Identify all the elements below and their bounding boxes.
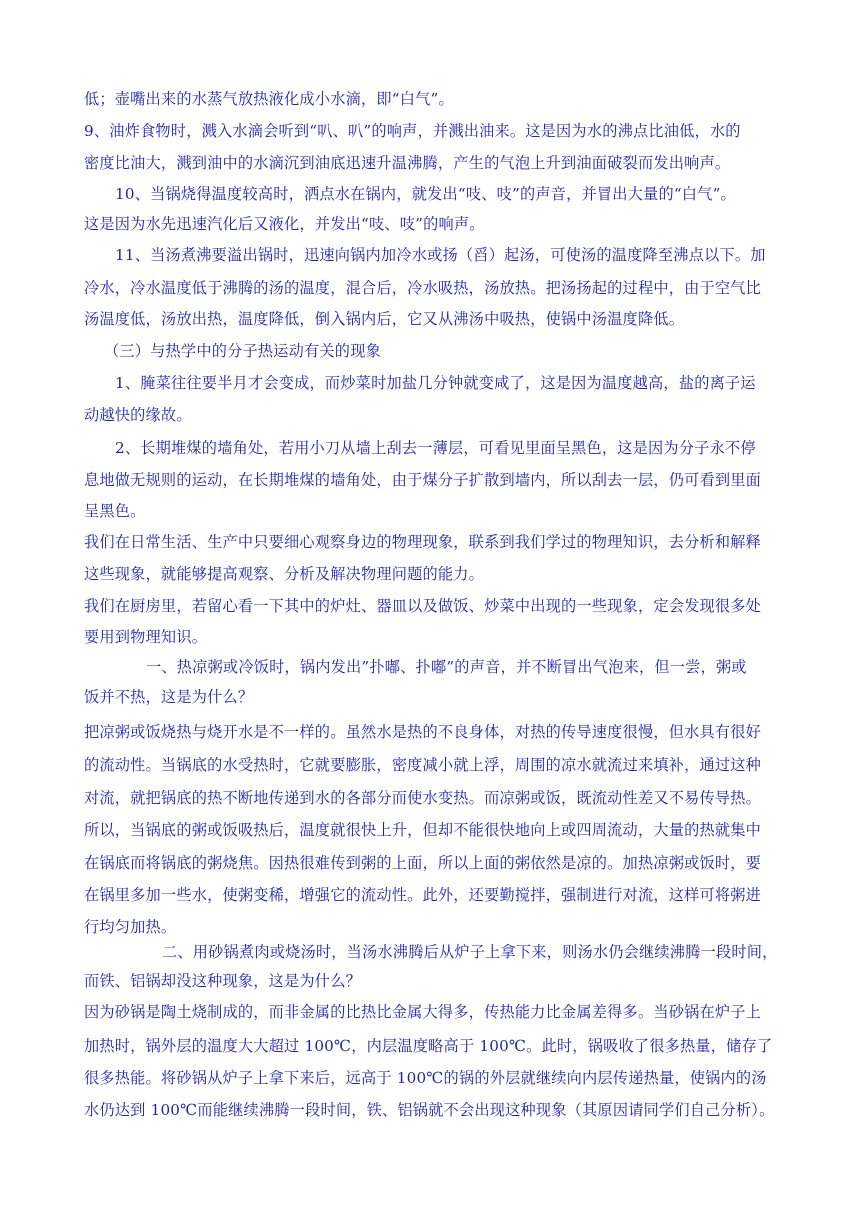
text-line: 10、当锅烧得温度较高时，洒点水在锅内，就发出“吱、吱”的声音，并冒出大量的“白气”。 — [115, 185, 736, 203]
text-line: 水仍达到 100℃而能继续沸腾一段时间，铁、铝锅就不会出现这种现象（其原因请同学们自己分析）。 — [84, 1101, 775, 1119]
text-line: 而铁、铝锅却没这种现象，这是为什么？ — [84, 972, 361, 990]
text-line: 冷水，冷水温度低于沸腾的汤的温度，混合后，冷水吸热，汤放热。把汤扬起的过程中，由于空气比 — [84, 279, 762, 297]
text-line: 很多热能。将砂锅从炉子上拿下来后，远高于 100℃的锅的外层就继续向内层传递热量，使锅内的汤 — [84, 1069, 767, 1087]
text-line: 要用到物理知识。 — [84, 628, 208, 646]
question-heading: 一、热凉粥或冷饭时，锅内发出”扑嘟、扑嘟”的声音，并不断冒出气泡来，但一尝，粥或 — [146, 658, 747, 676]
text-line: 饭并不热，这是为什么？ — [84, 688, 254, 706]
text-line: 所以，当锅底的粥或饭吸热后，温度就很快上升，但却不能很快地向上或四周流动，大量的热就集中 — [84, 821, 762, 839]
text-line: 对流，就把锅底的热不断地传递到水的各部分而使水变热。而凉粥或饭，既流动性差又不易传导热。 — [84, 789, 762, 807]
text-line: 这是因为水先迅速汽化后又液化，并发出“吱、吱”的响声。 — [84, 215, 485, 233]
text-line: 行均匀加热。 — [84, 918, 177, 936]
question-heading: 二、用砂锅煮肉或烧汤时，当汤水沸腾后从炉子上拿下来，则汤水仍会继续沸腾一段时间， — [162, 943, 778, 961]
text-line: 汤温度低，汤放出热，温度降低，倒入锅内后，它又从沸汤中吸热，使锅中汤温度降低。 — [84, 310, 685, 328]
text-line: 11、当汤煮沸要溢出锅时，迅速向锅内加冷水或扬（舀）起汤，可使汤的温度降至沸点以下。加 — [115, 246, 766, 264]
text-line: 1、腌菜往往要半月才会变成，而炒菜时加盐几分钟就变咸了，这是因为温度越高，盐的离子运 — [115, 374, 756, 392]
text-line: 我们在日常生活、生产中只要细心观察身边的物理现象，联系到我们学过的物理知识，去分析和解释 — [84, 533, 762, 551]
section-heading: （三）与热学中的分子热运动有关的现象 — [104, 342, 381, 360]
text-line: 把凉粥或饭烧热与烧开水是不一样的。虽然水是热的不良身体，对热的传导速度很慢，但水具有很好 — [84, 723, 762, 741]
text-line: 在锅底而将锅底的粥烧焦。因热很难传到粥的上面，所以上面的粥依然是凉的。加热凉粥或饭时，要 — [84, 854, 762, 872]
text-line: 加热时，锅外层的温度大大超过 100℃，内层温度略高于 100℃。此时，锅吸收了很多热量，储存了 — [84, 1037, 773, 1055]
text-line: 密度比油大，溅到油中的水滴沉到油底迅速升温沸腾，产生的气泡上升到油面破裂而发出响声。 — [84, 154, 731, 172]
text-line: 在锅里多加一些水，使粥变稀，增强它的流动性。此外，还要勤搅拌，强制进行对流，这样可将粥进 — [84, 886, 762, 904]
text-line: 动越快的缘故。 — [84, 406, 192, 424]
text-line: 2、长期堆煤的墙角处，若用小刀从墙上刮去一薄层，可看见里面呈黑色，这是因为分子永不停 — [115, 439, 756, 457]
text-line: 的流动性。当锅底的水受热时，它就要膨胀，密度减小就上浮，周围的凉水就流过来填补，通过这种 — [84, 756, 762, 774]
text-line: 9、油炸食物时，溅入水滴会听到“叭、叭”的响声，并溅出油来。这是因为水的沸点比油低，水的 — [84, 122, 741, 140]
text-line: 低；壶嘴出来的水蒸气放热液化成小水滴，即“白气”。 — [84, 90, 454, 108]
text-line: 呈黑色。 — [84, 502, 146, 520]
text-line: 因为砂锅是陶土烧制成的，而非金属的比热比金属大得多，传热能力比金属差得多。当砂锅在炉子上 — [84, 1003, 762, 1021]
text-line: 我们在厨房里，若留心看一下其中的炉灶、器皿以及做饭、炒菜中出现的一些现象，定会发现很多处 — [84, 597, 762, 615]
text-line: 息地做无规则的运动，在长期堆煤的墙角处，由于煤分子扩散到墙内，所以刮去一层，仍可看到里面 — [84, 471, 762, 489]
text-line: 这些现象，就能够提高观察、分析及解决物理问题的能力。 — [84, 565, 485, 583]
